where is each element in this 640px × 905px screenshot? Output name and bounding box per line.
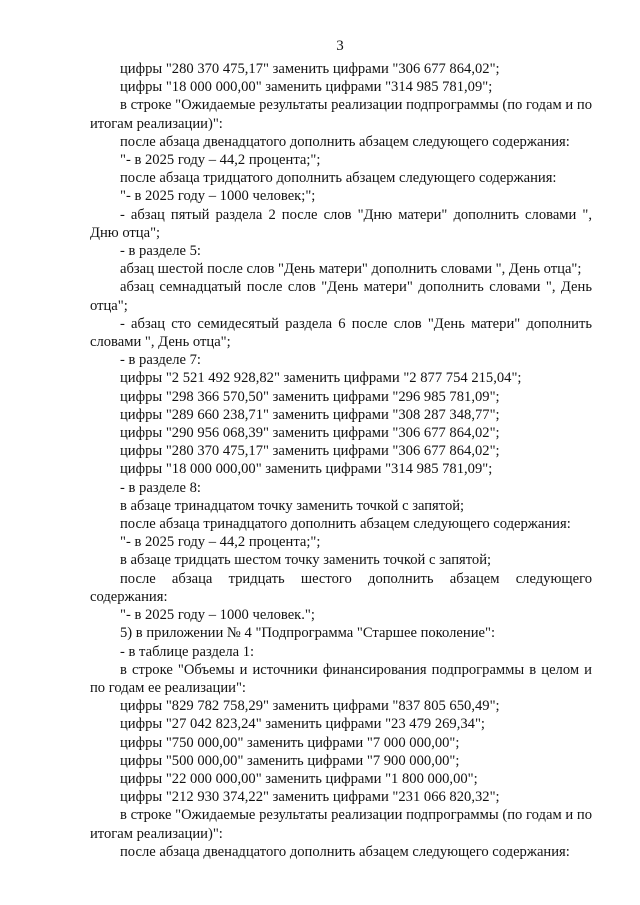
paragraph: в строке "Ожидаемые результаты реализации подпрограммы (по годам и по итогам реализации)":	[90, 807, 592, 842]
paragraph: после абзаца двенадцатого дополнить абзацем следующего содержания:	[120, 843, 570, 860]
paragraph: в строке "Ожидаемые результаты реализации подпрограммы (по годам и по итогам реализации)":	[90, 97, 592, 132]
paragraph: - в разделе 7:	[120, 352, 201, 369]
paragraph: цифры "289 660 238,71" заменить цифрами "308 287 348,77";	[120, 406, 500, 423]
paragraph: - в таблице раздела 1:	[120, 643, 255, 660]
paragraph: в строке "Объемы и источники финансирования подпрограммы в целом и по годам ее реализации":	[90, 661, 592, 696]
paragraph: в абзаце тридцать шестом точку заменить точкой с запятой;	[120, 552, 492, 569]
paragraph: цифры "280 370 475,17" заменить цифрами "306 677 864,02";	[120, 61, 500, 77]
paragraph: цифры "280 370 475,17" заменить цифрами "306 677 864,02";	[120, 443, 500, 460]
paragraph: цифры "22 000 000,00" заменить цифрами "1 800 000,00";	[120, 770, 478, 787]
paragraph: после абзаца двенадцатого дополнить абзацем следующего содержания:	[120, 133, 570, 150]
paragraph: абзац шестой после слов "День матери" дополнить словами ", День отца";	[120, 261, 582, 278]
paragraph: 5) в приложении № 4 "Подпрограмма "Старшее поколение":	[120, 625, 495, 642]
paragraph: абзац семнадцатый после слов "День матери" дополнить словами ", День отца";	[90, 279, 592, 314]
paragraph: цифры "500 000,00" заменить цифрами "7 900 000,00";	[120, 752, 460, 769]
paragraph: цифры "750 000,00" заменить цифрами "7 000 000,00";	[120, 734, 460, 751]
paragraph: цифры "18 000 000,00" заменить цифрами "314 985 781,09";	[120, 461, 493, 478]
paragraph: "- в 2025 году – 1000 человек.";	[120, 607, 315, 624]
paragraph: после абзаца тринадцатого дополнить абзацем следующего содержания:	[120, 516, 571, 533]
paragraph: цифры "298 366 570,50" заменить цифрами "296 985 781,09";	[120, 388, 500, 405]
paragraph: в абзаце тринадцатом точку заменить точкой с запятой;	[120, 497, 465, 514]
paragraph: "- в 2025 году – 1000 человек;";	[120, 188, 316, 205]
paragraph: цифры "290 956 068,39" заменить цифрами "306 677 864,02";	[120, 425, 500, 442]
paragraph: после абзаца тридцать шестого дополнить абзацем следующего содержания:	[90, 570, 592, 605]
paragraph: цифры "829 782 758,29" заменить цифрами "837 805 650,49";	[120, 698, 500, 715]
paragraph: "- в 2025 году – 44,2 процента;";	[120, 534, 321, 551]
paragraph: цифры "18 000 000,00" заменить цифрами "314 985 781,09";	[120, 79, 493, 96]
paragraph: - в разделе 8:	[120, 479, 201, 496]
page-number: 3	[336, 38, 344, 54]
paragraph: цифры "212 930 374,22" заменить цифрами "231 066 820,32";	[120, 789, 500, 806]
paragraph: цифры "27 042 823,24" заменить цифрами "23 479 269,34";	[120, 716, 485, 733]
paragraph: цифры "2 521 492 928,82" заменить цифрами "2 877 754 215,04";	[120, 370, 522, 387]
paragraph: "- в 2025 году – 44,2 процента;";	[120, 152, 321, 169]
paragraph: - абзац сто семидесятый раздела 6 после слов "День матери" дополнить словами ", День отца";	[90, 315, 592, 351]
paragraph: после абзаца тридцатого дополнить абзацем следующего содержания:	[120, 170, 557, 187]
document-body	[90, 60, 592, 861]
paragraph: - абзац пятый раздела 2 после слов "Дню матери" дополнить словами ", Дню отца";	[90, 206, 592, 241]
paragraph: - в разделе 5:	[120, 243, 201, 260]
